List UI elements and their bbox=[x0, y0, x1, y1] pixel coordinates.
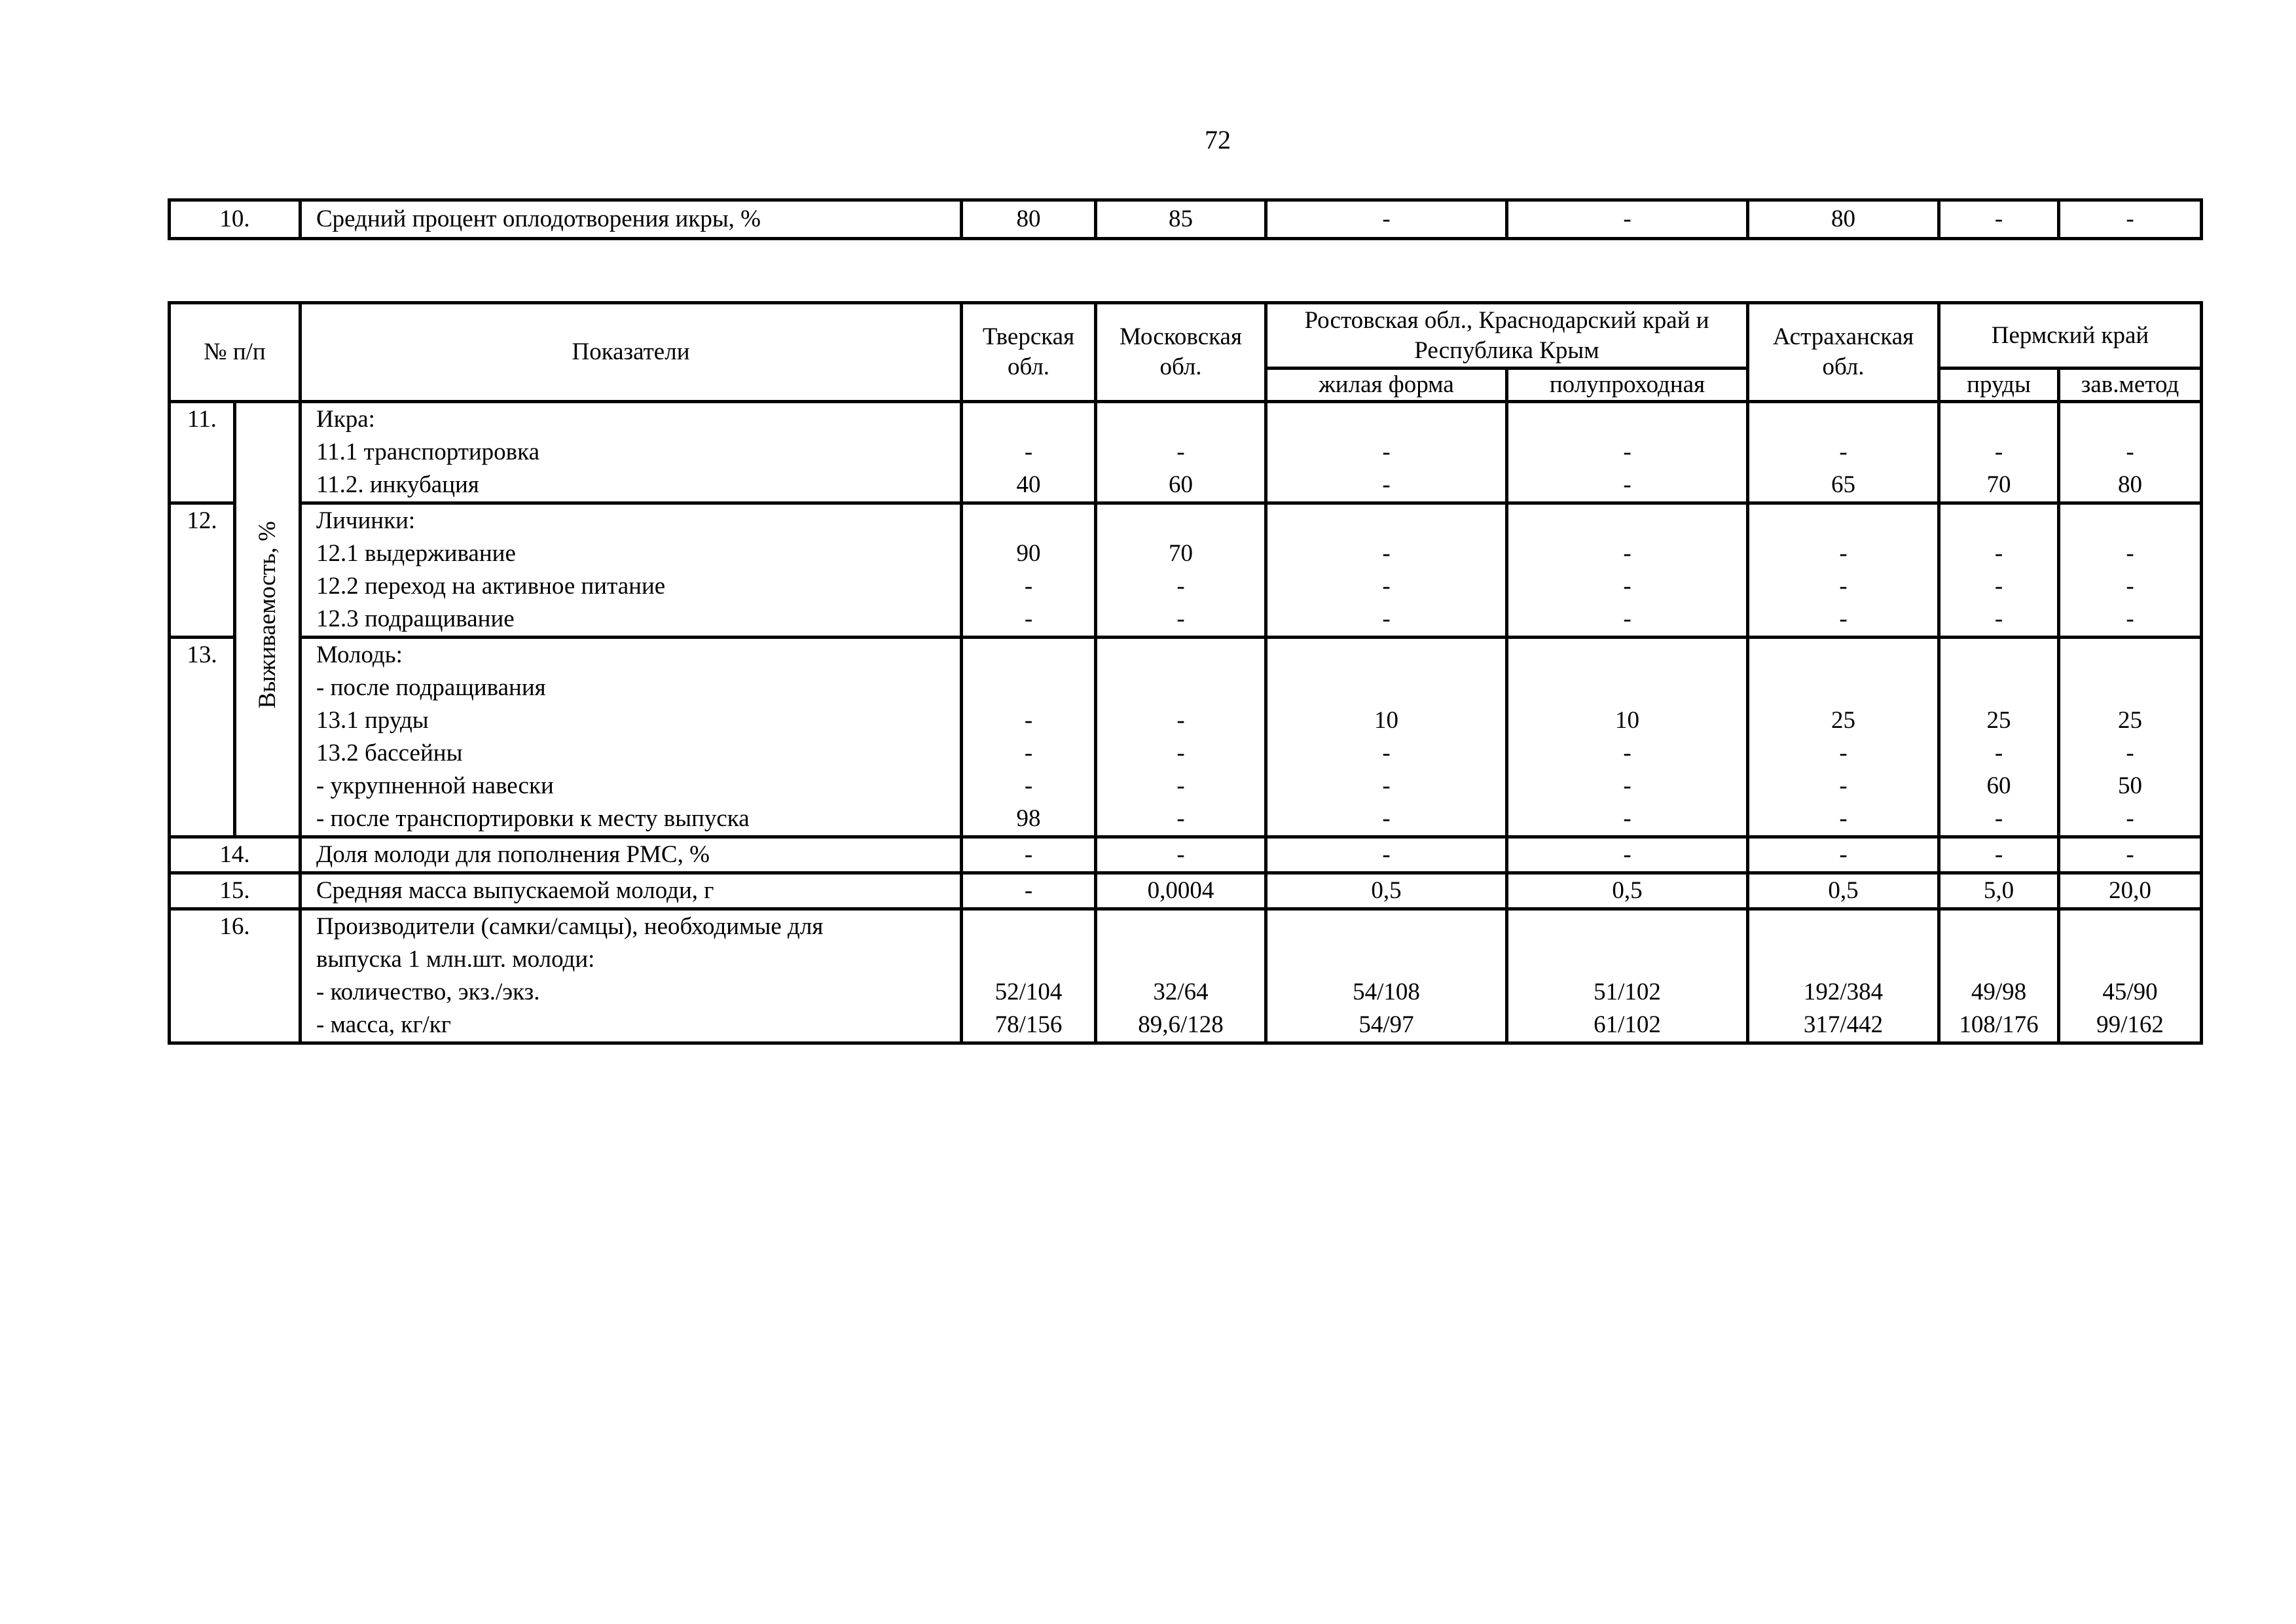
table-row bbox=[170, 638, 2202, 837]
value-line: 25 bbox=[1986, 707, 2011, 734]
value-cell bbox=[1748, 873, 1939, 909]
value-line bbox=[1941, 403, 2057, 436]
indicator-cell bbox=[301, 873, 962, 909]
value-line bbox=[1097, 639, 1264, 672]
value-line: - bbox=[1839, 841, 1848, 868]
indicator-line: Средняя масса выпускаемой молоди, г bbox=[316, 877, 714, 904]
value-line: 192/384 bbox=[1803, 979, 1884, 1005]
indicator-line: Доля молоди для пополнения РМС, % bbox=[316, 841, 710, 868]
survival-label: Выживаемость, % bbox=[253, 520, 281, 709]
value-cell bbox=[2059, 638, 2202, 837]
value-cell bbox=[962, 837, 1096, 873]
value-line: 65 bbox=[1831, 471, 1855, 498]
value-line: - bbox=[1382, 573, 1391, 600]
value-line bbox=[1941, 943, 2057, 976]
value-line: - bbox=[1839, 740, 1848, 767]
table-row bbox=[170, 909, 2202, 1043]
value-line: - bbox=[1024, 877, 1033, 904]
value-cell bbox=[1266, 909, 1507, 1043]
value-line bbox=[1267, 505, 1505, 537]
value-line: 90 bbox=[1016, 540, 1041, 567]
value-line: - bbox=[1623, 573, 1631, 600]
value-cell bbox=[962, 873, 1096, 909]
value-cell bbox=[1939, 837, 2059, 873]
value-cell bbox=[1266, 638, 1507, 837]
value-line bbox=[1097, 672, 1264, 704]
value-line: - bbox=[1176, 605, 1185, 632]
value-cell bbox=[1507, 638, 1748, 837]
value-line: - bbox=[1839, 540, 1848, 567]
value-line: - bbox=[2126, 605, 2134, 632]
indicator-line: выпуска 1 млн.шт. молоди: bbox=[316, 946, 595, 973]
header-row-1 bbox=[170, 303, 2202, 369]
value-line: - bbox=[1623, 805, 1631, 832]
value-cell bbox=[1096, 873, 1266, 909]
row-number: 14. bbox=[170, 837, 301, 873]
indicator-line: Молодь: bbox=[316, 641, 403, 668]
value-line: - bbox=[2126, 540, 2134, 567]
value-line: 50 bbox=[2118, 772, 2142, 799]
value-cell bbox=[1748, 402, 1939, 503]
value-line: 20,0 bbox=[2109, 877, 2151, 904]
value-line bbox=[1508, 672, 1746, 704]
value-cell bbox=[1748, 837, 1939, 873]
value-line: - bbox=[1623, 772, 1631, 799]
indicator-line: Личинки: bbox=[316, 507, 416, 534]
value-cell bbox=[1507, 503, 1748, 638]
value-cell: 80 bbox=[962, 200, 1096, 239]
value-line: - bbox=[1623, 439, 1631, 465]
value-line: - bbox=[1024, 841, 1033, 868]
value-line: - bbox=[1176, 841, 1185, 868]
value-line bbox=[1097, 505, 1264, 537]
header-num: № п/п bbox=[170, 303, 301, 402]
value-line: - bbox=[1623, 605, 1631, 632]
value-cell: - bbox=[2059, 200, 2202, 239]
indicator-line: 12.3 подращивание bbox=[316, 605, 515, 632]
value-line bbox=[1749, 672, 1937, 704]
value-line: - bbox=[2126, 740, 2134, 767]
value-line bbox=[1941, 672, 2057, 704]
row-number: 16. bbox=[170, 909, 301, 1043]
value-cell bbox=[1939, 873, 2059, 909]
value-line: - bbox=[1382, 605, 1391, 632]
value-line: 70 bbox=[1169, 540, 1193, 567]
value-line: 0,0004 bbox=[1147, 877, 1214, 904]
value-line: 54/97 bbox=[1358, 1011, 1414, 1038]
value-line: - bbox=[2126, 439, 2134, 465]
value-line: 60 bbox=[1169, 471, 1193, 498]
table-body bbox=[170, 402, 2202, 1043]
value-line: - bbox=[1176, 740, 1185, 767]
value-cell bbox=[1266, 503, 1507, 638]
value-cell bbox=[962, 909, 1096, 1043]
value-line bbox=[1941, 911, 2057, 943]
value-line: 61/102 bbox=[1594, 1011, 1661, 1038]
value-line: - bbox=[1623, 841, 1631, 868]
table-row bbox=[170, 402, 2202, 503]
value-line: 10 bbox=[1615, 707, 1639, 734]
value-line: - bbox=[1024, 740, 1033, 767]
value-line bbox=[1749, 943, 1937, 976]
value-cell bbox=[962, 503, 1096, 638]
value-line bbox=[1749, 639, 1937, 672]
page-number: 72 bbox=[1205, 125, 1231, 154]
value-line: - bbox=[1024, 439, 1033, 465]
value-line: 0,5 bbox=[1612, 877, 1643, 904]
header-rostov-sub2: полупроходная bbox=[1507, 369, 1748, 402]
value-line: - bbox=[1994, 439, 2003, 465]
value-cell bbox=[1939, 638, 2059, 837]
value-line: - bbox=[1839, 573, 1848, 600]
value-line: - bbox=[1382, 540, 1391, 567]
value-line: 80 bbox=[2118, 471, 2142, 498]
value-line: - bbox=[2126, 573, 2134, 600]
value-line bbox=[2060, 943, 2200, 976]
indicator-cell bbox=[301, 402, 962, 503]
value-line: - bbox=[1176, 707, 1185, 734]
value-line bbox=[1267, 911, 1505, 943]
value-line: - bbox=[1382, 841, 1391, 868]
value-line bbox=[963, 639, 1094, 672]
table-row bbox=[170, 503, 2202, 638]
indicator-cell bbox=[301, 503, 962, 638]
indicator-cell bbox=[301, 638, 962, 837]
indicator-line: 13.2 бассейны bbox=[316, 740, 463, 767]
value-line bbox=[1097, 403, 1264, 436]
value-line: - bbox=[1994, 605, 2003, 632]
value-line: - bbox=[1176, 772, 1185, 799]
table-row bbox=[170, 873, 2202, 909]
value-line: 60 bbox=[1986, 772, 2011, 799]
value-line: 317/442 bbox=[1803, 1011, 1884, 1038]
value-cell bbox=[2059, 402, 2202, 503]
value-line: - bbox=[1623, 471, 1631, 498]
indicator-line: Производители (самки/самцы), необходимые для bbox=[316, 913, 824, 940]
indicator-line: 11.1 транспортировка bbox=[316, 439, 539, 465]
value-line bbox=[2060, 672, 2200, 704]
value-line: 98 bbox=[1016, 805, 1041, 832]
indicator-line: - количество, экз./экз. bbox=[316, 979, 540, 1005]
row-label: Средний процент оплодотворения икры, % bbox=[301, 200, 962, 239]
header-moscow: Московская обл. bbox=[1096, 303, 1266, 402]
value-cell bbox=[1748, 503, 1939, 638]
value-line bbox=[1097, 943, 1264, 976]
survival-table bbox=[168, 301, 2203, 1045]
value-cell: 80 bbox=[1748, 200, 1939, 239]
value-cell: - bbox=[1266, 200, 1507, 239]
value-cell bbox=[1507, 909, 1748, 1043]
value-line: 40 bbox=[1016, 471, 1041, 498]
value-cell bbox=[1507, 837, 1748, 873]
row-number: 12. bbox=[170, 503, 235, 638]
value-line bbox=[1941, 639, 2057, 672]
value-line: 10 bbox=[1374, 707, 1398, 734]
value-line bbox=[1267, 639, 1505, 672]
value-cell bbox=[1266, 402, 1507, 503]
value-line bbox=[1097, 911, 1264, 943]
value-cell bbox=[1748, 909, 1939, 1043]
header-indicators: Показатели bbox=[301, 303, 962, 402]
header-perm-sub2: зав.метод bbox=[2059, 369, 2202, 402]
value-cell: - bbox=[1507, 200, 1748, 239]
value-line: - bbox=[1176, 573, 1185, 600]
value-line: - bbox=[1024, 605, 1033, 632]
row-10 bbox=[170, 200, 2202, 239]
value-cell bbox=[1748, 638, 1939, 837]
value-line: - bbox=[1382, 740, 1391, 767]
value-line: - bbox=[1024, 772, 1033, 799]
indicator-line: - после подращивания bbox=[316, 674, 546, 701]
value-line: - bbox=[1382, 772, 1391, 799]
value-cell: - bbox=[1939, 200, 2059, 239]
value-cell bbox=[1266, 873, 1507, 909]
value-line bbox=[1508, 639, 1746, 672]
value-line bbox=[1508, 943, 1746, 976]
value-cell bbox=[1939, 909, 2059, 1043]
row-number: 15. bbox=[170, 873, 301, 909]
value-line: - bbox=[1024, 707, 1033, 734]
table-row bbox=[170, 837, 2202, 873]
value-line bbox=[2060, 403, 2200, 436]
header-astrakhan: Астраханская обл. bbox=[1748, 303, 1939, 402]
value-line bbox=[963, 911, 1094, 943]
header-tver: Тверская обл. bbox=[962, 303, 1096, 402]
value-cell bbox=[1266, 837, 1507, 873]
value-line: 5,0 bbox=[1983, 877, 2014, 904]
value-line bbox=[1267, 403, 1505, 436]
value-line bbox=[1749, 403, 1937, 436]
header-perm-group: Пермский край bbox=[1939, 303, 2202, 369]
value-line: 0,5 bbox=[1828, 877, 1859, 904]
value-line: - bbox=[1994, 573, 2003, 600]
value-cell bbox=[962, 402, 1096, 503]
value-line: 54/108 bbox=[1353, 979, 1420, 1005]
value-line: - bbox=[1994, 805, 2003, 832]
value-line: - bbox=[1839, 605, 1848, 632]
value-cell bbox=[1096, 638, 1266, 837]
indicator-line: Икра: bbox=[316, 406, 375, 433]
survival-label-cell bbox=[235, 402, 301, 837]
value-line: 45/90 bbox=[2102, 979, 2158, 1005]
value-cell bbox=[2059, 503, 2202, 638]
indicator-line: 12.1 выдерживание bbox=[316, 540, 516, 567]
value-line: - bbox=[1024, 573, 1033, 600]
row-number: 10. bbox=[170, 200, 301, 239]
header-rostov-sub1: жилая форма bbox=[1266, 369, 1507, 402]
value-cell bbox=[1096, 909, 1266, 1043]
value-line: 78/156 bbox=[994, 1011, 1063, 1038]
value-line: 89,6/128 bbox=[1138, 1011, 1224, 1038]
value-line bbox=[1267, 672, 1505, 704]
indicator-line: 11.2. инкубация bbox=[316, 471, 479, 498]
value-line bbox=[1508, 403, 1746, 436]
value-line: 108/176 bbox=[1959, 1011, 2039, 1038]
value-line bbox=[2060, 911, 2200, 943]
indicator-cell bbox=[301, 909, 962, 1043]
value-cell bbox=[1507, 402, 1748, 503]
value-line: - bbox=[1382, 471, 1391, 498]
value-cell bbox=[1939, 402, 2059, 503]
value-line: - bbox=[1839, 805, 1848, 832]
row-10-table bbox=[168, 198, 2203, 240]
value-line: - bbox=[2126, 841, 2134, 868]
value-line bbox=[963, 505, 1094, 537]
value-line bbox=[1749, 505, 1937, 537]
indicator-line: 13.1 пруды bbox=[316, 707, 429, 734]
indicator-line: - после транспортировки к месту выпуска bbox=[316, 805, 750, 832]
value-line bbox=[1267, 943, 1505, 976]
value-cell bbox=[2059, 909, 2202, 1043]
value-line: - bbox=[1176, 439, 1185, 465]
value-cell bbox=[1096, 837, 1266, 873]
row-number: 13. bbox=[170, 638, 235, 837]
value-line: - bbox=[1382, 805, 1391, 832]
value-line: 51/102 bbox=[1594, 979, 1661, 1005]
value-line: - bbox=[2126, 805, 2134, 832]
value-cell bbox=[1096, 503, 1266, 638]
value-line: 32/64 bbox=[1153, 979, 1209, 1005]
value-line: 52/104 bbox=[994, 979, 1063, 1005]
value-line bbox=[2060, 639, 2200, 672]
value-line: 99/162 bbox=[2096, 1011, 2164, 1038]
value-line: - bbox=[1994, 841, 2003, 868]
row-number: 11. bbox=[170, 402, 235, 503]
value-cell bbox=[1939, 503, 2059, 638]
value-line: 25 bbox=[1831, 707, 1855, 734]
value-line: - bbox=[1994, 540, 2003, 567]
value-line bbox=[2060, 505, 2200, 537]
indicator-cell bbox=[301, 837, 962, 873]
value-cell bbox=[2059, 837, 2202, 873]
value-cell: 85 bbox=[1096, 200, 1266, 239]
value-line bbox=[963, 672, 1094, 704]
header-rostov-group: Ростовская обл., Краснодарский край и Республика Крым bbox=[1266, 303, 1748, 369]
value-line bbox=[1508, 911, 1746, 943]
indicator-line: - укрупненной навески bbox=[316, 772, 554, 799]
value-line: - bbox=[1839, 772, 1848, 799]
value-line bbox=[963, 403, 1094, 436]
value-line: 70 bbox=[1986, 471, 2011, 498]
indicator-line: 12.2 переход на активное питание bbox=[316, 573, 666, 600]
indicator-line: - масса, кг/кг bbox=[316, 1011, 451, 1038]
value-line: - bbox=[1382, 439, 1391, 465]
value-cell bbox=[1096, 402, 1266, 503]
value-cell bbox=[2059, 873, 2202, 909]
header-perm-sub1: пруды bbox=[1939, 369, 2059, 402]
value-line bbox=[1508, 505, 1746, 537]
value-cell bbox=[962, 638, 1096, 837]
value-line: - bbox=[1623, 540, 1631, 567]
value-line bbox=[1749, 911, 1937, 943]
value-line: 49/98 bbox=[1971, 979, 2027, 1005]
value-cell bbox=[1507, 873, 1748, 909]
value-line: - bbox=[1623, 740, 1631, 767]
value-line: - bbox=[1176, 805, 1185, 832]
value-line: 25 bbox=[2118, 707, 2142, 734]
value-line: 0,5 bbox=[1371, 877, 1402, 904]
value-line: - bbox=[1839, 439, 1848, 465]
value-line bbox=[963, 943, 1094, 976]
value-line bbox=[1941, 505, 2057, 537]
value-line: - bbox=[1994, 740, 2003, 767]
